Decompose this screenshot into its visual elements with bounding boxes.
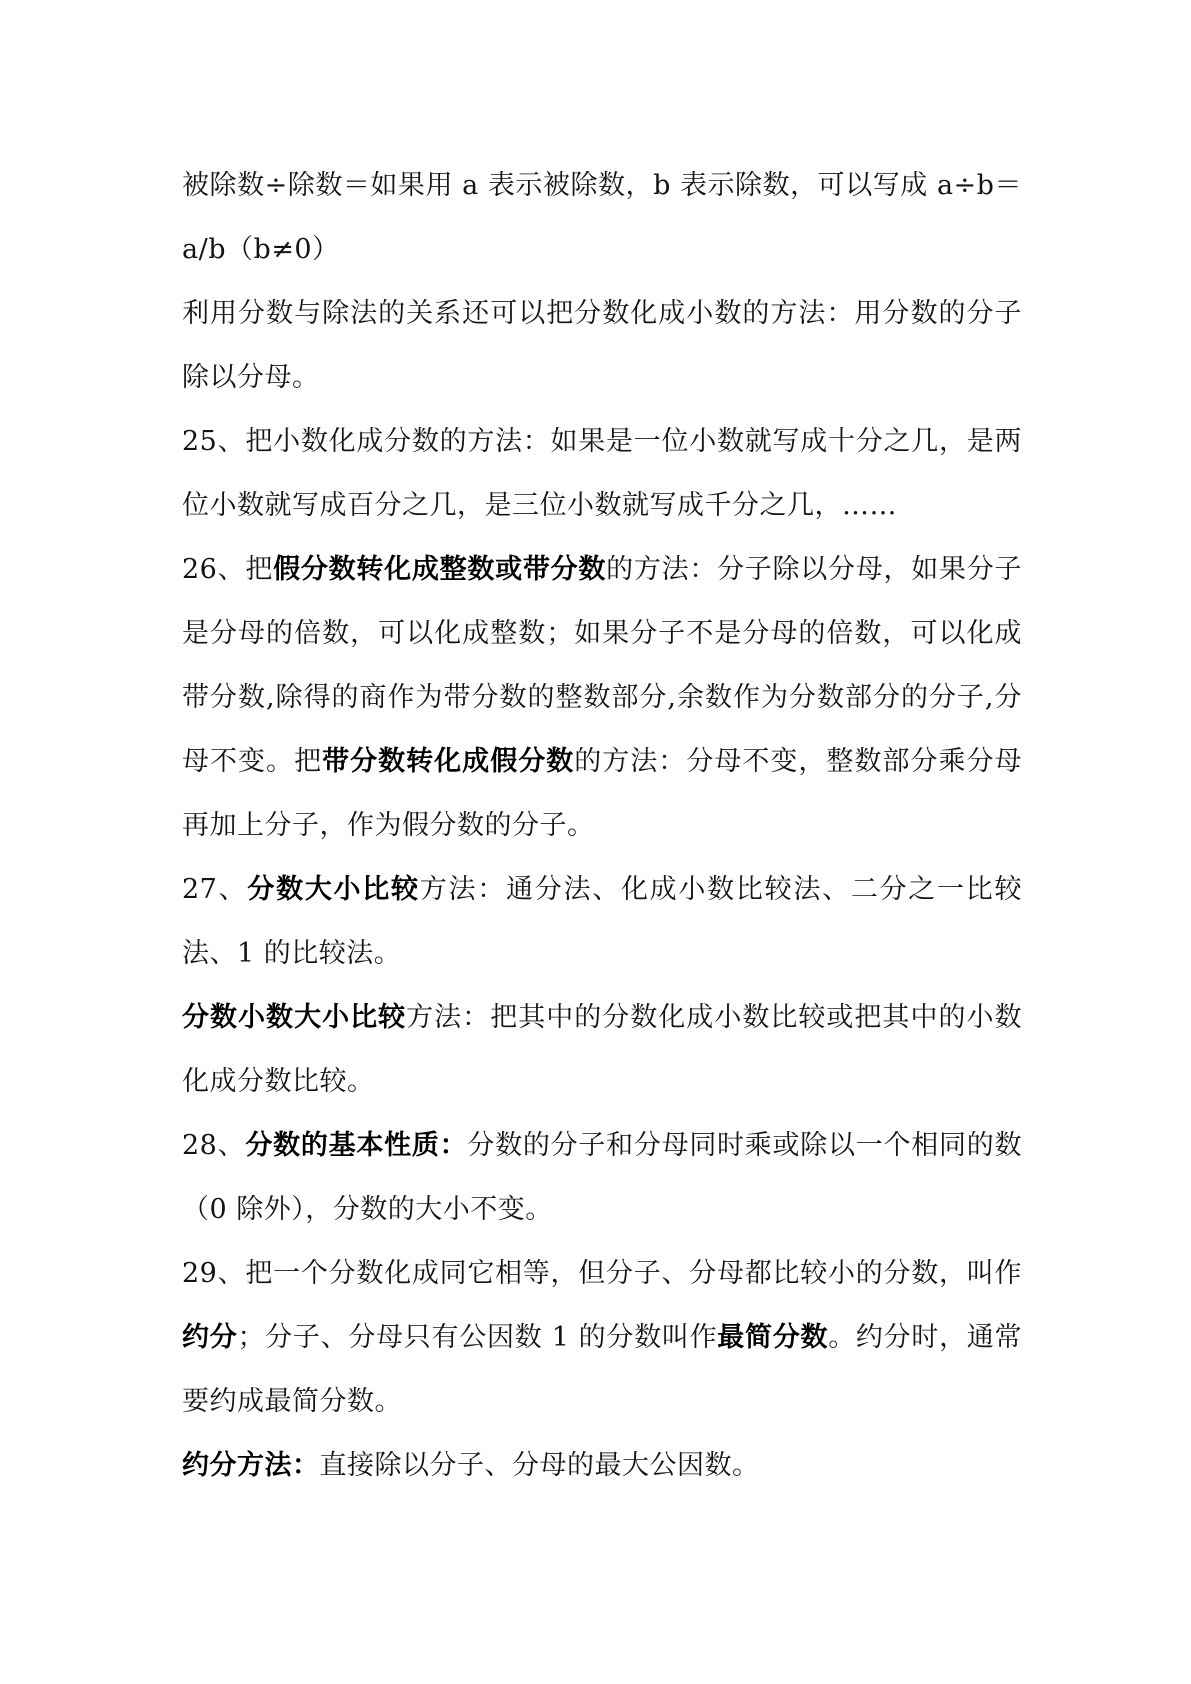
text-segment: 28、 [182, 1130, 246, 1161]
bold-term: 约分方法： [182, 1450, 320, 1481]
bold-term: 带分数转化成假分数 [322, 746, 575, 777]
bold-term: 假分数转化成整数或带分数 [273, 554, 607, 585]
text-segment: 分数的分子和分母同时乘或除以一个相同的数（0 除外），分数的大小不变。 [182, 1130, 1023, 1225]
text-segment: 29、把一个分数化成同它相等，但分子、分母都比较小的分数，叫作 [182, 1258, 1022, 1289]
text-segment: 25、把小数化成分数的方法：如果是一位小数就写成十分之几，是两位小数就写成百分之几，是三位小数就写成千分之几，…… [182, 426, 1022, 521]
bold-term: 分数小数大小比较 [182, 1002, 407, 1033]
paragraph-28-basic-property [182, 1114, 1022, 1242]
paragraph-29-reduction [182, 1242, 1022, 1434]
text-segment: 26、把 [182, 554, 274, 585]
text-segment: 。约分时，通常要约成最简分数。 [182, 1322, 1023, 1417]
paragraph-27-fraction-comparison [182, 858, 1022, 986]
text-segment: 方法：通分法、化成小数比较法、二分之一比较法、1 的比较法。 [182, 874, 1023, 969]
bold-term: 分数的基本性质： [245, 1130, 468, 1161]
text-segment: 方法：把其中的分数化成小数比较或把其中的小数化成分数比较。 [182, 1002, 1023, 1097]
bold-term: 约分 [182, 1322, 238, 1353]
paragraph-division-notation [182, 154, 1022, 282]
paragraph-fraction-decimal-comparison [182, 986, 1022, 1114]
paragraph-26-improper-mixed-fractions [182, 538, 1022, 858]
text-segment: 的方法：分子除以分母，如果分子是分母的倍数，可以化成整数；如果分子不是分母的倍数，可以化成带分数,除得的商作为带分数的整数部分,余数作为分数部分的分子,分母不变。把 [182, 554, 1023, 777]
paragraph-fraction-to-decimal [182, 282, 1022, 410]
document-body [182, 154, 1022, 1498]
text-segment: 被除数÷除数＝如果用 a 表示被除数，b 表示除数，可以写成 a÷b＝a/b（b≠0） [182, 170, 1022, 265]
text-segment: 利用分数与除法的关系还可以把分数化成小数的方法：用分数的分子除以分母。 [182, 298, 1022, 393]
paragraph-25-decimal-to-fraction [182, 410, 1022, 538]
text-segment: 27、 [182, 874, 248, 905]
text-segment: 直接除以分子、分母的最大公因数。 [319, 1450, 760, 1481]
bold-term: 分数大小比较 [247, 874, 420, 905]
text-segment: ；分子、分母只有公因数 1 的分数叫作 [237, 1322, 718, 1353]
paragraph-reduction-method [182, 1434, 1022, 1498]
text-segment: 的方法：分母不变，整数部分乘分母再加上分子，作为假分数的分子。 [182, 746, 1023, 841]
bold-term: 最简分数 [717, 1322, 829, 1353]
